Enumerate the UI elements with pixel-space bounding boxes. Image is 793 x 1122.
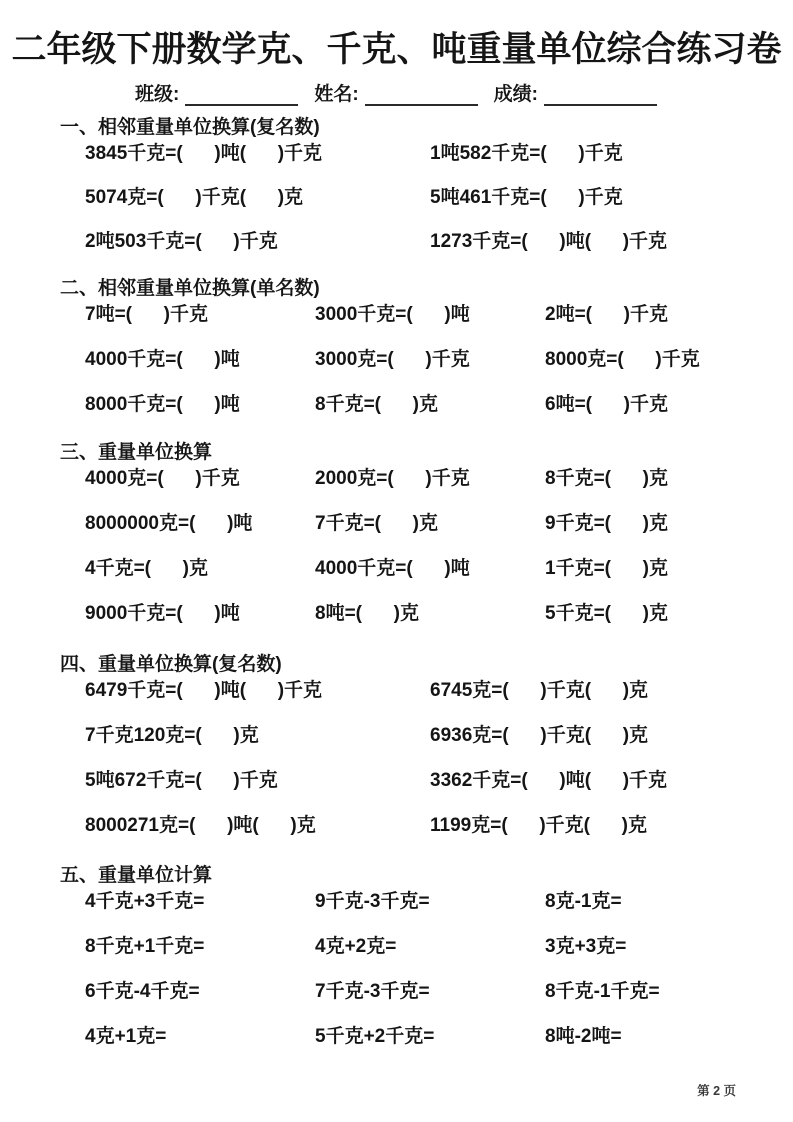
problem: 8吨-2吨=: [545, 1026, 622, 1047]
problem: 3362千克=( )吨( )千克: [430, 770, 668, 791]
problem: 3845千克=( )吨( )千克: [85, 143, 323, 164]
problem: 3000克=( )千克: [315, 349, 470, 370]
name-blank-line: [365, 87, 478, 106]
problem: 1千克=( )克: [545, 558, 668, 579]
problem: 2吨503千克=( )千克: [85, 231, 278, 252]
problem: 8000000克=( )吨: [85, 513, 253, 534]
problem: 4克+1克=: [85, 1026, 167, 1047]
problem-row: [60, 348, 763, 393]
section-4: [60, 653, 763, 859]
score-blank-line: [544, 87, 657, 106]
section-5-heading: 五、重量单位计算: [60, 865, 213, 886]
problem-row: [60, 602, 763, 647]
problem: 4克+2克=: [315, 936, 397, 957]
problem: 7千克=( )克: [315, 513, 438, 534]
problem: 8000千克=( )吨: [85, 394, 240, 415]
problem: 5074克=( )千克( )克: [85, 187, 304, 208]
problem: 9千克-3千克=: [315, 891, 430, 912]
problem: 8千克=( )克: [315, 394, 438, 415]
student-info-line: [135, 84, 657, 106]
problem-row: [60, 186, 763, 230]
score-label: 成绩:: [493, 84, 538, 105]
section-3-heading: 三、重量单位换算: [60, 442, 213, 463]
problem: 6479千克=( )吨( )千克: [85, 680, 323, 701]
problem-row: [60, 557, 763, 602]
problem-row: [60, 724, 763, 769]
problem-row: [60, 303, 763, 348]
problem: 7吨=( )千克: [85, 304, 208, 325]
section-2: [60, 277, 763, 438]
problem-row: [60, 467, 763, 512]
problem: 4千克=( )克: [85, 558, 208, 579]
section-4-heading: 四、重量单位换算(复名数): [60, 654, 282, 675]
page-title: 二年级下册数学克、千克、吨重量单位综合练习卷: [11, 30, 782, 69]
section-1-heading: 一、相邻重量单位换算(复名数): [60, 117, 320, 138]
section-5: [60, 864, 763, 1070]
problem: 3000千克=( )吨: [315, 304, 470, 325]
problem: 4000千克=( )吨: [85, 349, 240, 370]
problem: 6936克=( )千克( )克: [430, 725, 649, 746]
problem-row: [60, 512, 763, 557]
problem: 8千克+1千克=: [85, 936, 205, 957]
problem: 5吨461千克=( )千克: [430, 187, 623, 208]
problem: 9000千克=( )吨: [85, 603, 240, 624]
problem: 1吨582千克=( )千克: [430, 143, 623, 164]
problem: 7千克-3千克=: [315, 981, 430, 1002]
problem-row: [60, 890, 763, 935]
problem: 9千克=( )克: [545, 513, 668, 534]
problem-row: [60, 679, 763, 724]
problem: 4000克=( )千克: [85, 468, 240, 489]
problem: 1199克=( )千克( )克: [430, 815, 647, 836]
problem-row: [60, 1025, 763, 1070]
section-2-heading: 二、相邻重量单位换算(单名数): [60, 278, 320, 299]
section-3: [60, 441, 763, 647]
problem: 8克-1克=: [545, 891, 622, 912]
page-number: 第 2 页: [697, 1084, 736, 1098]
problem: 3克+3克=: [545, 936, 627, 957]
problem: 5吨672千克=( )千克: [85, 770, 278, 791]
problem-row: [60, 769, 763, 814]
problem: 6745克=( )千克( )克: [430, 680, 649, 701]
problem: 4000千克=( )吨: [315, 558, 470, 579]
problem: 8000271克=( )吨( )克: [85, 815, 316, 836]
problem: 2吨=( )千克: [545, 304, 668, 325]
problem: 8吨=( )克: [315, 603, 419, 624]
problem: 2000克=( )千克: [315, 468, 470, 489]
problem: 8000克=( )千克: [545, 349, 700, 370]
problem: 6吨=( )千克: [545, 394, 668, 415]
problem: 8千克-1千克=: [545, 981, 660, 1002]
problem-row: [60, 814, 763, 859]
problem-row: [60, 393, 763, 438]
problem: 7千克120克=( )克: [85, 725, 259, 746]
problem-row: [60, 980, 763, 1025]
problem: 6千克-4千克=: [85, 981, 200, 1002]
class-label: 班级:: [135, 84, 180, 105]
problem: 5千克+2千克=: [315, 1026, 435, 1047]
name-label: 姓名:: [314, 84, 359, 105]
problem-row: [60, 935, 763, 980]
problem-row: [60, 142, 763, 186]
problem-row: [60, 230, 763, 274]
class-blank-line: [185, 87, 298, 106]
section-1: [60, 116, 763, 274]
problem: 4千克+3千克=: [85, 891, 205, 912]
problem: 8千克=( )克: [545, 468, 668, 489]
problem: 1273千克=( )吨( )千克: [430, 231, 668, 252]
problem: 5千克=( )克: [545, 603, 668, 624]
